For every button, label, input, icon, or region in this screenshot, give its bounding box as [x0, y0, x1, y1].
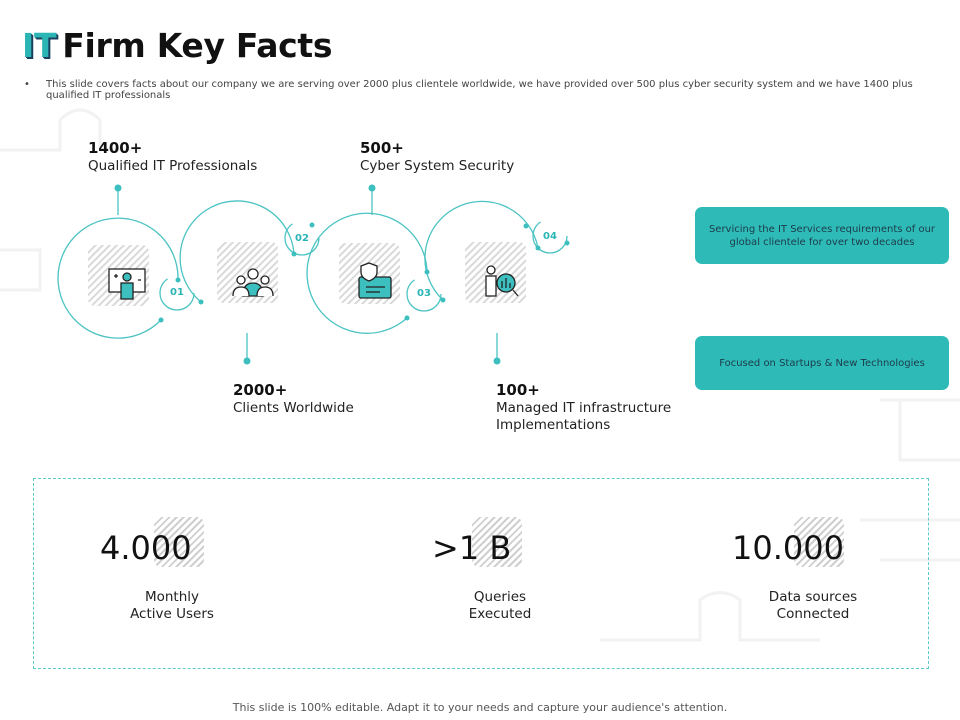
- metric-queries: [424, 517, 584, 657]
- page-title: [22, 26, 332, 65]
- metric-2-label: Queries Executed: [468, 589, 532, 622]
- badge-02: 02: [295, 233, 309, 244]
- metric-2-value: >1 B: [432, 529, 512, 567]
- fact-1-label: Qualified IT Professionals: [88, 158, 258, 174]
- bullet-marker: •: [24, 79, 30, 90]
- fact-2-number: 2000+: [233, 381, 288, 399]
- metric-1-label: Monthly Active Users: [130, 589, 214, 622]
- badge-04: 04: [543, 231, 557, 242]
- fact-3: [360, 138, 514, 175]
- fact-1: [88, 138, 257, 175]
- description: [24, 79, 944, 101]
- title-rest: Firm Key Facts: [62, 26, 333, 65]
- title-accent: IT: [22, 26, 57, 65]
- footer-note: This slide is 100% editable. Adapt it to your needs and capture your audience's attention.: [232, 701, 728, 714]
- fact-2-label: Clients Worldwide: [233, 400, 354, 416]
- metric-data-sources: [724, 517, 904, 657]
- connector-dot-2: [244, 358, 251, 365]
- connector-dot-4: [494, 358, 501, 365]
- metric-3-label: Data sources Connected: [768, 589, 858, 622]
- connector-dot-1: [115, 185, 122, 192]
- connector-dot-3: [369, 185, 376, 192]
- info-box-services-text: Servicing the IT Services requirements of our global clientele for over two decades: [708, 223, 936, 248]
- fact-3-number: 500+: [360, 139, 404, 157]
- fact-3-label: Cyber System Security: [360, 158, 515, 174]
- badge-01: 01: [170, 287, 184, 298]
- info-box-startups-text: Focused on Startups & New Technologies: [719, 357, 925, 369]
- metric-1-value: 4.000: [100, 529, 192, 567]
- info-box-startups: [695, 336, 949, 390]
- metrics-panel: [33, 478, 929, 669]
- badge-03: 03: [417, 288, 431, 299]
- fact-4: [496, 380, 686, 434]
- fact-4-number: 100+: [496, 381, 540, 399]
- metric-3-value: 10.000: [732, 529, 844, 567]
- metric-monthly-users: [94, 517, 254, 657]
- fact-4-label: Managed IT infrastructure Implementations: [496, 400, 672, 433]
- fact-1-number: 1400+: [88, 139, 143, 157]
- fact-2: [233, 380, 354, 417]
- description-text: This slide covers facts about our company we are serving over 2000 plus clientele worldwide, we have provided over 500 plus cyber security system and we have 1400 plus qualified IT professionals: [46, 79, 913, 101]
- info-box-services: [695, 207, 949, 264]
